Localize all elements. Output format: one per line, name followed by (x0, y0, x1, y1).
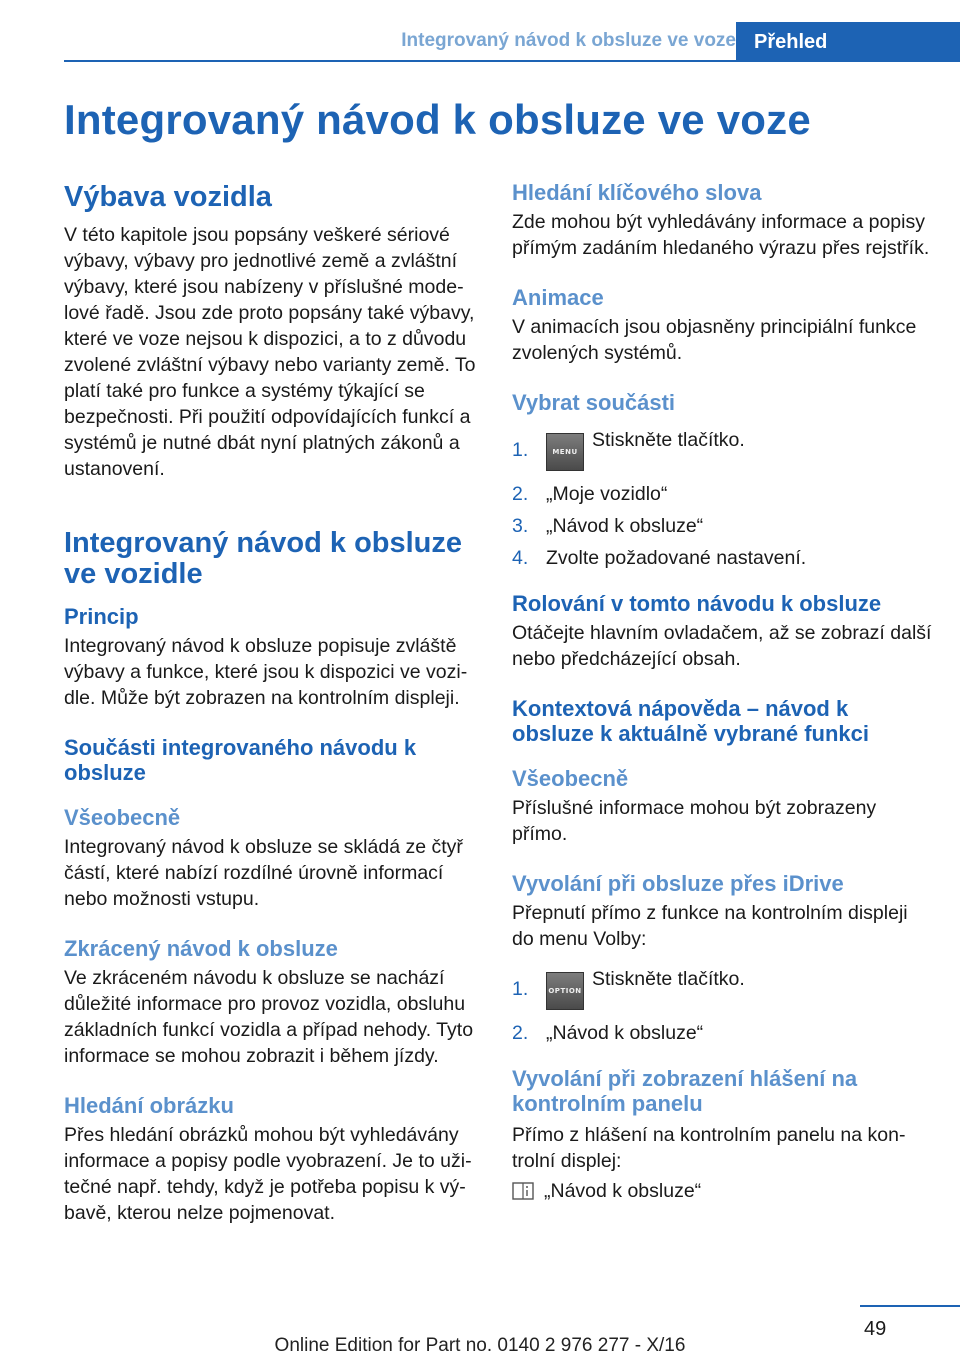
list-item (512, 966, 932, 1010)
steps-idrive (512, 966, 932, 1046)
heading-zkraceny: Zkrácený návod k obsluze (64, 936, 338, 961)
text-vseobecne: Integrovaný návod k obsluze se skládá ze čtyř částí, které nabízí rozdílné úrovně informací nebo možnosti vstupu. (64, 836, 463, 910)
heading-idrive: Vyvolání při obsluze přes iDrive (512, 871, 844, 896)
steps-vybrat (512, 427, 932, 571)
text-princip: Integrovaný návod k obsluze popisuje zvláště výbavy a funkce, které jsou k dispozici ve vozidle. Může být zobrazen na kontrolním displeji. (64, 635, 468, 709)
page-title: Integrovaný návod k obsluze ve voze (64, 96, 811, 143)
heading-vseobecne-2: Všeobecně (512, 766, 629, 791)
step-text: „Návod k obsluze“ (546, 515, 704, 537)
footer-rule (860, 1305, 960, 1307)
heading-princip: Princip (64, 604, 139, 629)
page-header (0, 0, 960, 62)
step-text: „Moje vozidlo“ (546, 483, 668, 505)
right-column (512, 180, 932, 1204)
heading-vybava: Výbava vozidla (64, 181, 272, 213)
hlaseni-item-text: „Návod k obsluze“ (544, 1180, 702, 1202)
heading-soucasti: Součásti integrovaného návodu k obsluze (64, 735, 417, 785)
step-number: 4. (512, 547, 529, 569)
hlaseni-item (512, 1178, 932, 1204)
header-rule (64, 60, 736, 62)
heading-vseobecne: Všeobecně (64, 805, 181, 830)
step-number: 1. (512, 978, 529, 1000)
heading-klicove-slovo: Hledání klíčového slova (512, 180, 762, 205)
text-idrive: Přepnutí přímo z funkce na kontrolním displeji do menu Volby: (512, 902, 908, 950)
step-number: 2. (512, 1022, 529, 1044)
heading-kontextova-napoveda: Kontextová nápověda – návod k obsluze k aktuálně vybrané funkci (512, 696, 870, 746)
heading-vybrat-soucasti: Vybrat součásti (512, 390, 676, 415)
left-column (64, 180, 484, 1250)
heading-hledani-obrazku: Hledání obrázku (64, 1093, 234, 1118)
page-number: 49 (864, 1318, 887, 1340)
heading-hlaseni: Vyvolání při zobrazení hlášení na kontrolním panelu (512, 1066, 858, 1116)
list-item (512, 545, 932, 571)
heading-integrovany: Integrovaný návod k obsluze ve vozidle (64, 527, 463, 590)
text-rolovani: Otáčejte hlavním ovladačem, až se zobrazí další nebo předcházející obsah. (512, 622, 932, 670)
list-item (512, 427, 932, 471)
step-text: Stiskněte tlačítko. (592, 429, 745, 451)
heading-rolovani: Rolování v tomto návodu k obsluze (512, 591, 882, 616)
list-item (512, 513, 932, 539)
footer-text: Online Edition for Part no. 0140 2 976 277 - X/16 (274, 1335, 686, 1356)
text-hledani-obrazku: Přes hledání obrázků mohou být vyhledávány informace a popisy podle vyobrazení. Je to užitečné např. tehdy, když je potřeba popisu k výbavě, kterou nelze pojmenovat. (64, 1124, 472, 1224)
header-tab: Přehled (736, 22, 960, 62)
text-vybava: V této kapitole jsou popsány veškeré sériové výbavy, výbavy pro jednotlivé země a zvláštní výbavy, které jsou nabízeny v příslušné modelové řadě. Jsou zde proto popsány také výbavy, které ve voze nejsou k dispozici, a to z důvodu zvolené zvláštní výbavy nebo varianty země. To platí také pro funkce a systémy týkající se bezpečnosti. Při použití odpovídajících funkcí a systémů je nutné dbát nyní platných zákonů a ustanovení. (64, 224, 476, 480)
text-vseobecne-2: Příslušné informace mohou být zobrazeny přímo. (512, 797, 877, 845)
step-number: 1. (512, 439, 529, 461)
text-zkraceny: Ve zkráceném návodu k obsluze se nachází důležité informace pro provoz vozidla, obsluhu základních funkcí vozidla a případ nehody. Tyto informace se mohou zobrazit i během jízdy. (64, 967, 474, 1067)
header-section-title: Integrovaný návod k obsluze ve voze (401, 30, 736, 51)
step-text: „Návod k obsluze“ (546, 1022, 704, 1044)
list-item (512, 481, 932, 507)
option-button-icon: OPTION (546, 972, 584, 1010)
list-item (512, 1020, 932, 1046)
step-number: 2. (512, 483, 529, 505)
step-text: Stiskněte tlačítko. (592, 968, 745, 990)
heading-animace: Animace (512, 285, 604, 310)
step-text: Zvolte požadované nastavení. (546, 547, 807, 569)
text-hlaseni: Přímo z hlášení na kontrolním panelu na kontrolní displej: (512, 1124, 906, 1172)
menu-button-icon: MENU (546, 433, 584, 471)
text-klicove-slovo: Zde mohou být vyhledávány informace a popisy přímým zadáním hledaného výrazu přes rejstřík. (512, 211, 930, 259)
book-icon (512, 1182, 534, 1200)
text-animace: V animacích jsou objasněny principiální funkce zvolených systémů. (512, 316, 917, 364)
step-number: 3. (512, 515, 529, 537)
